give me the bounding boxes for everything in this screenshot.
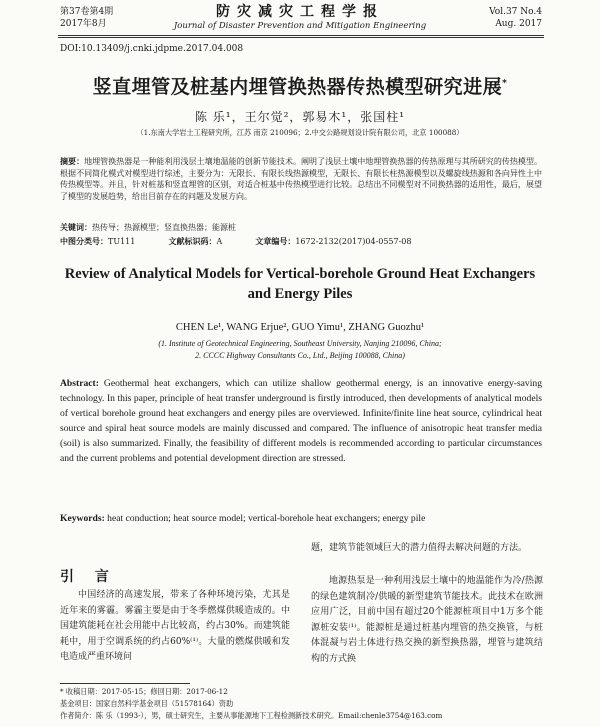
header-volume-cn xyxy=(60,6,113,30)
doi: DOI:10.13409/j.cnki.jdpme.2017.04.008 xyxy=(60,44,244,54)
journal-name-cn: 防灾减灾工程学报 xyxy=(216,4,384,20)
header-rule-thin xyxy=(58,37,544,38)
header-date: 2017年8月 xyxy=(60,19,107,29)
keywords-en xyxy=(60,512,542,525)
body-right-paragraph: 地源热泵是一种利用浅层土壤中的地温能作为冷/热源的绿色建筑制冷/供暖的新型建筑节能技术。此技术在欧洲应用广泛，目前中国有超过20个能源桩项目中1万多个能源桩安装⁽¹⁾。能源桩是通过桩基内埋管的热交换管，与桩体混凝与岩土体进行热交换的新型换热器，埋管与建筑结构的方式换 xyxy=(311,576,543,664)
abstract-cn-label: 摘要： xyxy=(60,157,85,166)
abstract-cn-text: 地埋管换热器是一种能利用浅层土壤地温能的创新节能技术。阐明了浅层土壤中地埋管换热器的传热原理与其所研究的传热模型。根据不同简化模式对模型进行综述，主要分为：无限长、有限长线热源模型，无限长、有限长柱热源模型以及螺旋线热源和各向异性土中传热模型等。并且，针对桩基和竖直埋管的区别，对适合桩基中传热模型进行比较。总结出不同模型对不同换热器的适用性，最后，展望了模型的发展趋势，给出目前存在的问题及发展方向。 xyxy=(60,157,543,201)
keywords-en-label: Keywords: xyxy=(60,513,105,524)
clc-label: 中图分类号： xyxy=(60,237,108,246)
keywords-en-text: heat conduction; heat source model; vertical-borehole heat exchangers; energy pile xyxy=(107,513,426,524)
header-date-en: Aug. 2017 xyxy=(495,19,542,29)
abstract-en-text: Geothermal heat exchangers, which can utilize shallow geothermal energy, is an innovative energy-saving technology. In this paper, principle of heat transfer underground is firstly introduced, then developments of analytical models of vertical borehole ground heat exchangers and energy piles are overviewed. Infinite/finite line heat source, cylindrical heat source and spiral heat source models are mainly discussed and compared. The influence of anisotropic heat transfer media (soil) is also summarized. Finally, the feasibility of different models is recommended according to particular circumstances and the current problems and potential development direction are stressed. xyxy=(60,378,542,464)
doc-code-label: 文献标识码： xyxy=(168,237,217,246)
header-volume: 第37卷第4期 xyxy=(60,7,114,17)
paper-title-en: Review of Analytical Models for Vertical-borehole Ground Heat Exchangers and Energy Piles xyxy=(64,266,536,302)
body-right-top: 题，建筑节能领域巨大的潜力值得去解决问题的方法。 xyxy=(311,543,528,553)
header-journal xyxy=(150,4,450,32)
footnote-author: 作者简介：陈 乐（1993-），男，硕士研究生，主要从事能源地下工程检测新技术研究。Email:chenle3754@163.com xyxy=(60,711,443,720)
authors-cn: 陈 乐¹，王尔觉²，郭易木¹，张国柱¹ xyxy=(194,110,406,124)
article-no-value: 1672-2132(2017)04-0557-08 xyxy=(295,237,412,246)
paper-title-cn xyxy=(60,72,540,99)
clc-value: TU111 xyxy=(108,237,136,246)
title-footnote-mark: * xyxy=(502,78,508,89)
header-volume-en-text: Vol.37 No.4 xyxy=(489,7,542,17)
header-rule xyxy=(58,35,544,36)
footnote-received: * 收稿日期：2017-05-15；修回日期：2017-06-12 xyxy=(60,687,228,696)
affiliation-cn: （1.东南大学岩土工程研究所，江苏 南京 210096；2.中交公路规划设计院有限公司，北京 100088） xyxy=(136,128,464,137)
affiliation-en-2: 2. CCCC Highway Consultants Co., Ltd., Beijing 100088, China) xyxy=(195,351,405,360)
keywords-cn xyxy=(60,222,542,233)
article-no-label: 文章编号： xyxy=(255,237,296,246)
section-title-introduction: 引 言 xyxy=(60,569,117,585)
header-volume-en xyxy=(489,6,542,30)
affiliation-en-1: (1. Institute of Geotechnical Engineering, Southeast University, Nanjing 210096, China; xyxy=(158,339,442,348)
classification-line xyxy=(60,236,542,247)
abstract-cn xyxy=(60,156,542,202)
abstract-en xyxy=(60,376,542,466)
keywords-cn-label: 关键词： xyxy=(60,223,92,232)
footnote-rule xyxy=(60,683,190,684)
abstract-en-label: Abstract: xyxy=(60,378,99,389)
body-left-paragraph: 中国经济的高速发展，带来了各种环境污染，尤其是近年来的雾霾。雾霾主要是由于冬季燃煤供暖造成的。中国建筑能耗在社会用能中占比较高，约占30%。而建筑能耗中，用于空调系统的约占60%⁽¹⁾。大量的燃煤供暖和发电造成严重环境问 xyxy=(60,590,290,663)
affiliation-en xyxy=(60,338,540,362)
doc-code-value: A xyxy=(216,237,223,246)
keywords-cn-text: 热传导；热源模型；竖直换热器；能源桩 xyxy=(92,223,236,232)
journal-name-en: Journal of Disaster Prevention and Mitigation Engineering xyxy=(173,21,427,31)
paper-title-cn-text: 竖直埋管及桩基内埋管换热器传热模型研究进展 xyxy=(92,76,503,98)
authors-en: CHEN Le¹, WANG Erjue², GUO Yimu¹, ZHANG Guozhu¹ xyxy=(175,322,425,333)
footnote xyxy=(60,686,550,722)
footnote-fund: 基金项目：国家自然科学基金项目（51578164）资助 xyxy=(60,699,234,708)
